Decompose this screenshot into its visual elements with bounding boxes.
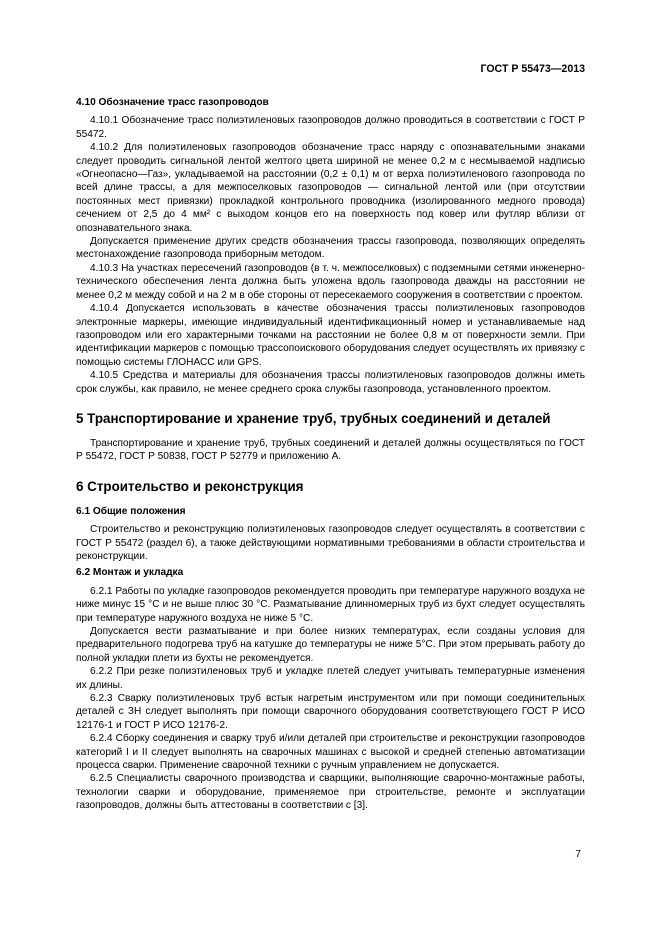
paragraph-6-2-2: 6.2.2 При резке полиэтиленовых труб и укладке плетей следует учитывать температурные изменения их длины. (76, 666, 585, 691)
paragraph-4-10-1: 4.10.1 Обозначение трасс полиэтиленовых газопроводов должно проводиться в соответствии с ГОСТ Р 55472. (76, 115, 585, 140)
paragraph-6-2-5: 6.2.5 Специалисты сварочного производства и сварщики, выполняющие сварочно-монтажные работы, технологии сварки и оборудование, применяемое при строительстве, ремонте и эксплуатации газопроводов, должны быть аттестованы в соответствии с [3]. (76, 773, 585, 812)
heading-6-1: 6.1 Общие положения (76, 505, 186, 517)
paragraph-6-2-1: 6.2.1 Работы по укладке газопроводов рекомендуется проводить при температуре наружного воздуха не ниже минус 15 °С и не выше плюс 30 °С. Разматывание длинномерных труб из бухт следует осуществлять при температуре наружного воздуха не ниже 5 °С. (76, 585, 585, 624)
page-number: 7 (575, 849, 581, 860)
heading-4-10: 4.10 Обозначение трасс газопроводов (76, 97, 269, 108)
page-content (76, 94, 585, 813)
paragraph-6-2-1-note: Допускается вести разматывание и при более низких температурах, если созданы условия для предварительного подогрева труб на катушке до температуры не ниже 5°С. При этом прерывать работу до полной укладки плети из бухты не рекомендуется. (76, 626, 585, 664)
paragraph-4-10-4: 4.10.4 Допускается использовать в качестве обозначения трассы полиэтиленовых газопроводов электронные маркеры, имеющие индивидуальный идентификационный номер и устанавливаемые над газопроводом или его характерными точками на расстоянии не более 0,8 м от поверхности земли. При идентификации маркеров с помощью трассопоискового оборудования следует осуществлять их привязку с помощью системы ГЛОНАСС или GPS. (76, 303, 585, 368)
section-6-heading: 6 Строительство и реконструкция (76, 478, 304, 494)
document-code: ГОСТ Р 55473—2013 (480, 63, 585, 75)
paragraph-5: Транспортирование и хранение труб, трубных соединений и деталей должны осуществляться по ГОСТ Р 55472, ГОСТ Р 50838, ГОСТ Р 52779 и приложению А. (76, 437, 585, 463)
heading-6-2: 6.2 Монтаж и укладка (76, 567, 184, 579)
paragraph-6-2-3: 6.2.3 Сварку полиэтиленовых труб встык нагретым инструментом или при помощи соединительных деталей с ЗН следует выполнять при помощи сварочного оборудования соответствующего ГОСТ Р ИСО 12176-1 и ГОСТ Р ИСО 12176-2. (76, 693, 585, 731)
paragraph-4-10-3: 4.10.3 На участках пересечений газопроводов (в т. ч. межпоселковых) с подземными сетями инженерно-технического обеспечения лента должна быть уложена вдоль газопровода дважды на расстоянии не менее 0,2 м между собой и на 2 м в обе стороны от пересекаемого сооружения в соответствии с проектом. (76, 262, 585, 301)
paragraph-4-10-5: 4.10.5 Средства и материалы для обозначения трассы полиэтиленовых газопроводов должны иметь срок службы, как правило, не менее среднего срока службы газопровода, установленного проектом. (76, 370, 585, 395)
paragraph-4-10-2: 4.10.2 Для полиэтиленовых газопроводов обозначение трасс наряду с опознавательными знаками следует проводить сигнальной лентой желтого цвета шириной не менее 0,2 м с несмываемой надписью «Огнеопасно—Газ», укладываемой на расстоянии (0,2 ± 0,1) м от верха полиэтиленового газопровода по всей длине трассы, а для межпоселковых газопроводов — сигнальной лентой или (при отсутствии постоянных мест привязки) прокладкой контрольного проводника (изолированного медного провода) сечением от 2,5 до 4 мм² с выходом концов его на поверхность под ковер или футляр вблизи от опознавательного знака. (76, 142, 585, 234)
paragraph-4-10-2-note: Допускается применение других средств обозначения трассы газопровода, позволяющих определять местонахождение газопровода приборным методом. (76, 236, 585, 261)
paragraph-6-2-4: 6.2.4 Сборку соединения и сварку труб и/или деталей при строительстве и реконструкции газопроводов категорий I и II следует выполнять на сварочных машинах с высокой и средней степенью автоматизации процесса сварки. Применение сварочной техники с ручным управлением не допускается. (76, 733, 585, 772)
paragraph-6-1: Строительство и реконструкцию полиэтиленовых газопроводов следует осуществлять в соответствии с ГОСТ Р 55472 (раздел 6), а также действующими нормативными требованиями в области строительства и реконструкции. (76, 524, 585, 562)
section-5-heading: 5 Транспортирование и хранение труб, трубных соединений и деталей (76, 410, 551, 426)
